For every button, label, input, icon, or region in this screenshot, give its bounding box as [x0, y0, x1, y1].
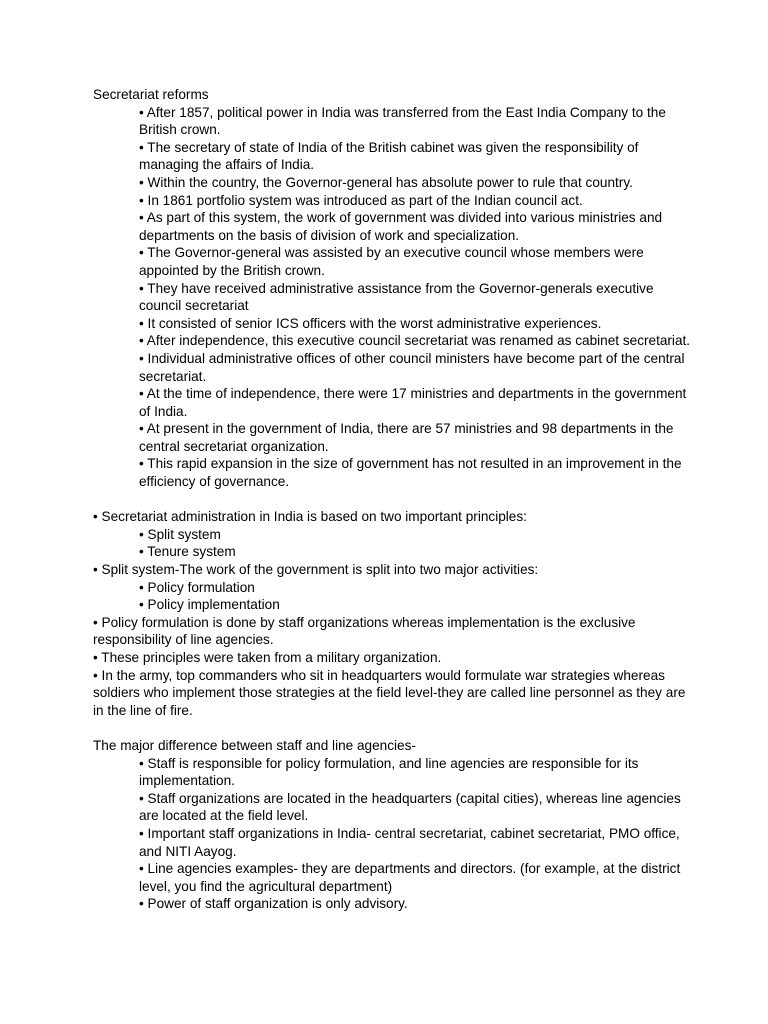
list-item: • Policy formulation is done by staff organizations whereas implementation is the exclusive responsibility of line agencies.	[93, 614, 636, 648]
list-item: • As part of this system, the work of government was divided into various ministries and departments on the basis of division of work and specialization.	[139, 210, 663, 243]
list-item: • Staff organizations are located in the headquarters (capital cities), whereas line agencies are located at the field level.	[139, 790, 681, 824]
list-item: • Split system-The work of the government is split into two major activities:	[93, 562, 539, 578]
list-item: • After independence, this executive council secretariat was renamed as cabinet secretariat.	[139, 333, 691, 349]
list-item: • In the army, top commanders who sit in headquarters would formulate war strategies whereas soldiers who implement those strategies at the field level-they are called line personnel as they are in the line of fire.	[93, 667, 686, 718]
list-item: • Tenure system	[139, 544, 236, 560]
list-item: • Within the country, the Governor-general has absolute power to rule that country.	[139, 174, 633, 190]
list-item: • Important staff organizations in India- central secretariat, cabinet secretariat, PMO office, and NITI Aayog.	[139, 825, 680, 859]
list-item: • This rapid expansion in the size of government has not resulted in an improvement in the efficiency of governance.	[139, 456, 682, 490]
list-item: • At the time of independence, there were 17 ministries and departments in the government of India.	[139, 386, 687, 419]
list-item: • It consisted of senior ICS officers with the worst administrative experiences.	[139, 315, 602, 331]
list-item: • Line agencies examples- they are departments and directors. (for example, at the district level, you find the agricultural department)	[139, 861, 681, 894]
list-item: • Secretariat administration in India is based on two important principles:	[93, 509, 527, 525]
list-item: • They have received administrative assistance from the Governor-generals executive council secretariat	[139, 280, 654, 314]
list-item: • After 1857, political power in India was transferred from the East India Company to the British crown.	[139, 104, 666, 138]
list-item: • Split system	[139, 526, 221, 542]
list-item: • In 1861 portfolio system was introduced as part of the Indian council act.	[139, 192, 583, 208]
document-page	[93, 86, 693, 913]
list-item: • Policy implementation	[139, 597, 280, 613]
list-item: • The secretary of state of India of the British cabinet was given the responsibility of managing the affairs of India.	[139, 139, 639, 173]
list-item: • At present in the government of India, there are 57 ministries and 98 departments in the central secretariat organization.	[139, 421, 674, 454]
list-item: • The Governor-general was assisted by an executive council whose members were appointed by the British crown.	[139, 245, 644, 278]
section-heading: The major difference between staff and line agencies-	[93, 737, 416, 753]
list-item: • Policy formulation	[139, 579, 255, 595]
list-item: • Individual administrative offices of other council ministers have become part of the central secretariat.	[139, 350, 685, 384]
list-item: • Power of staff organization is only advisory.	[139, 896, 408, 912]
list-item: • Staff is responsible for policy formulation, and line agencies are responsible for its implementation.	[139, 755, 639, 789]
paragraph-gap	[93, 491, 693, 509]
section-heading: Secretariat reforms	[93, 87, 209, 102]
paragraph-gap	[93, 719, 693, 737]
list-item: • These principles were taken from a military organization.	[93, 650, 442, 665]
